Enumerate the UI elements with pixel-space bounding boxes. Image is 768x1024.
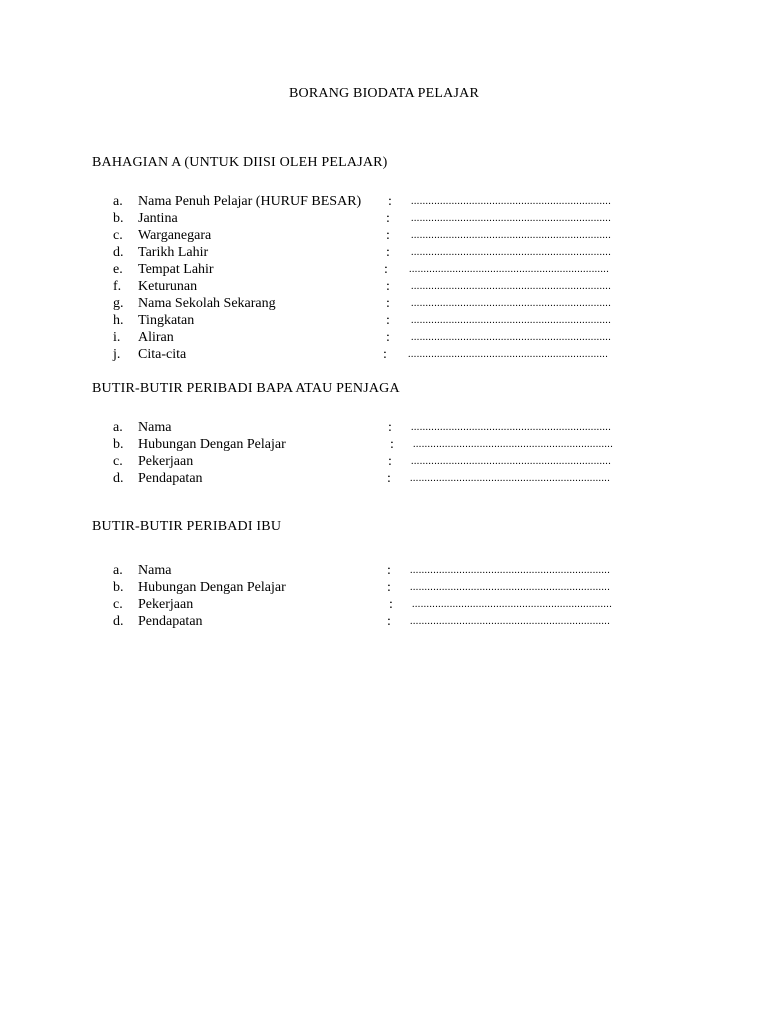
field-label: Keturunan [138,279,198,294]
field-colon: : [388,454,392,469]
field-blank[interactable]: ..................................................................... [409,264,610,275]
field-colon: : [386,211,390,226]
item-letter: a. [113,194,123,209]
field-blank[interactable]: ..................................................................... [411,247,612,258]
field-label: Pendapatan [138,471,203,486]
field-row [0,419,768,436]
field-row [0,562,768,579]
field-colon: : [386,228,390,243]
field-row [0,436,768,453]
item-letter: b. [113,580,124,595]
field-row [0,278,768,295]
field-label: Nama Penuh Pelajar (HURUF BESAR) [138,194,362,209]
field-blank[interactable]: ..................................................................... [412,599,613,610]
field-colon: : [389,597,393,612]
field-label: Aliran [138,330,174,345]
field-blank[interactable]: ..................................................................... [411,213,612,224]
field-blank[interactable]: ..................................................................... [413,439,614,450]
field-row [0,453,768,470]
item-letter: d. [113,614,124,629]
field-label: Pendapatan [138,614,203,629]
field-blank[interactable]: ..................................................................... [408,349,609,360]
field-blank[interactable]: ..................................................................... [411,456,612,467]
field-blank[interactable]: ..................................................................... [411,422,612,433]
field-label: Jantina [138,211,178,226]
field-label: Hubungan Dengan Pelajar [138,580,286,595]
field-row [0,329,768,346]
field-colon: : [390,437,394,452]
field-row [0,346,768,363]
field-blank[interactable]: ..................................................................... [410,565,611,576]
field-row [0,261,768,278]
field-blank[interactable]: ..................................................................... [410,582,611,593]
field-row [0,579,768,596]
item-letter: d. [113,471,124,486]
item-letter: h. [113,313,124,328]
item-letter: i. [113,330,121,345]
field-label: Nama [138,420,172,435]
field-label: Pekerjaan [138,454,194,469]
field-blank[interactable]: ..................................................................... [411,298,612,309]
field-label: Pekerjaan [138,597,194,612]
item-letter: j. [113,347,121,362]
item-letter: b. [113,211,124,226]
field-colon: : [384,262,388,277]
item-letter: d. [113,245,124,260]
field-blank[interactable]: ..................................................................... [411,332,612,343]
field-colon: : [387,580,391,595]
field-row [0,244,768,261]
item-letter: b. [113,437,124,452]
section-heading-pelajar: BAHAGIAN A (UNTUK DIISI OLEH PELAJAR) [92,155,388,170]
field-row [0,295,768,312]
field-label: Nama Sekolah Sekarang [138,296,276,311]
field-colon: : [383,347,387,362]
item-letter: c. [113,597,123,612]
field-blank[interactable]: ..................................................................... [411,281,612,292]
field-colon: : [386,279,390,294]
field-colon: : [388,194,392,209]
form-title: BORANG BIODATA PELAJAR [289,86,479,101]
field-row [0,596,768,613]
field-label: Tarikh Lahir [138,245,209,260]
field-row [0,210,768,227]
field-label: Cita-cita [138,347,187,362]
field-blank[interactable]: ..................................................................... [411,230,612,241]
field-row [0,193,768,210]
item-letter: e. [113,262,123,277]
field-blank[interactable]: ..................................................................... [410,616,611,627]
item-letter: a. [113,563,123,578]
item-letter: f. [113,279,122,294]
field-colon: : [388,420,392,435]
field-colon: : [386,313,390,328]
field-label: Tingkatan [138,313,195,328]
field-colon: : [386,245,390,260]
section-heading-ibu: BUTIR-BUTIR PERIBADI IBU [92,519,282,534]
field-label: Hubungan Dengan Pelajar [138,437,286,452]
item-letter: a. [113,420,123,435]
field-row [0,613,768,630]
field-colon: : [387,614,391,629]
field-colon: : [386,296,390,311]
field-label: Warganegara [138,228,212,243]
field-row [0,227,768,244]
item-letter: c. [113,454,123,469]
field-colon: : [387,471,391,486]
field-colon: : [386,330,390,345]
item-letter: c. [113,228,123,243]
field-blank[interactable]: ..................................................................... [410,473,611,484]
field-blank[interactable]: ..................................................................... [411,196,612,207]
field-colon: : [387,563,391,578]
section-heading-bapa-penjaga: BUTIR-BUTIR PERIBADI BAPA ATAU PENJAGA [92,381,400,396]
field-blank[interactable]: ..................................................................... [411,315,612,326]
field-row [0,470,768,487]
field-label: Tempat Lahir [138,262,214,277]
item-letter: g. [113,296,124,311]
field-row [0,312,768,329]
field-label: Nama [138,563,172,578]
